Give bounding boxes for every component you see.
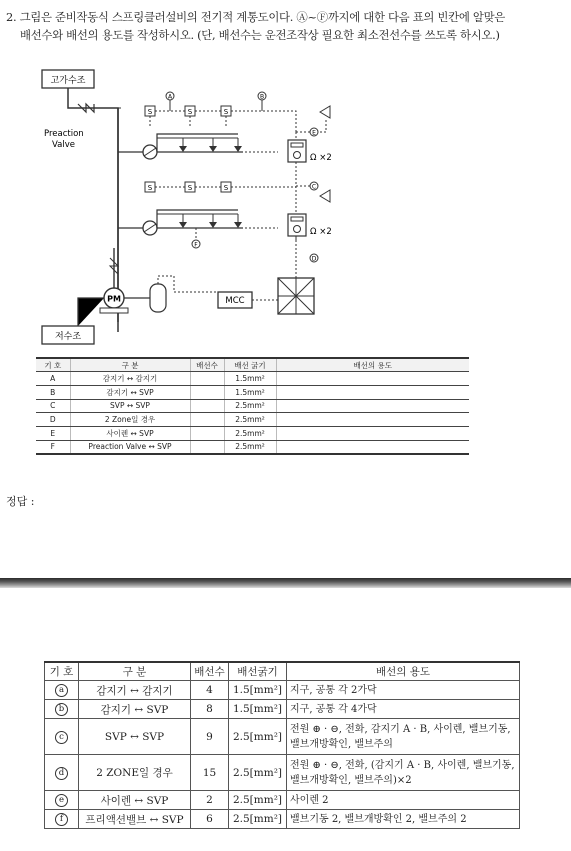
mark-D: D — [311, 255, 317, 263]
sensor-label: S — [187, 108, 193, 116]
mark-A: A — [167, 93, 173, 101]
col-header: 배선수 — [190, 358, 224, 372]
valve-label-2: Valve — [52, 140, 75, 150]
table-row: C SVP ↔ SVP 2.5mm² — [36, 399, 469, 413]
table-row: e 사이렌 ↔ SVP 2 2.5[mm²] 사이렌 2 — [45, 791, 520, 810]
table-row: c SVP ↔ SVP 9 2.5[mm²] 전원 ⊕ · ⊖, 전화, 감지기 A · B, 사이렌, 밸브기동, 밸브개방확인, 밸브주의 — [45, 719, 520, 755]
table-row: d 2 ZONE일 경우 15 2.5[mm²] 전원 ⊕ · ⊖, 전화, (감지기 A · B, 사이렌, 밸브기동, 밸브개방확인, 밸브주의)×2 — [45, 755, 520, 791]
valve-label-1: Preaction — [44, 129, 84, 139]
question-text — [6, 8, 562, 44]
table-row: E 사이렌 ↔ SVP 2.5mm² — [36, 426, 469, 440]
table-row: F Preaction Valve ↔ SVP 2.5mm² — [36, 440, 469, 454]
col-header: 배선 굵기 — [224, 358, 276, 372]
svp-times-2-b: Ω ×2 — [310, 227, 332, 237]
col-header: 기 호 — [36, 358, 70, 372]
table-row: f 프리액션밸브 ↔ SVP 6 2.5[mm²] 밸브기동 2, 밸브개방확인 2, 밸브주의 2 — [45, 810, 520, 829]
siren-1-icon — [320, 106, 330, 118]
col-header: 배선수 — [191, 662, 229, 681]
page-separator — [0, 578, 571, 588]
mark-B: B — [259, 93, 265, 101]
table-row: a 감지기 ↔ 감지기 4 1.5[mm²] 지구, 공통 각 2가닥 — [45, 681, 520, 700]
col-header: 배선의 용도 — [276, 358, 469, 372]
symbol-badge: e — [55, 794, 68, 807]
mark-F: F — [194, 241, 198, 249]
symbol-badge: c — [55, 731, 68, 744]
col-header: 구 분 — [70, 358, 190, 372]
symbol-badge: f — [55, 813, 68, 826]
question-line-1: 2. 그림은 준비작동식 스프링클러설비의 전기적 계통도이다. Ⓐ~Ⓕ까지에 대한 다음 표의 빈칸에 알맞은 — [6, 10, 505, 24]
pump-label: PM — [107, 294, 121, 304]
mcc-label: MCC — [225, 296, 245, 306]
table-row: A 감지기 ↔ 감지기 1.5mm² — [36, 372, 469, 386]
answer-label: 정답 : — [6, 495, 35, 508]
tank-top-label: 고가수조 — [50, 76, 86, 86]
svp-times-2-a: Ω ×2 — [310, 153, 332, 163]
sensor-label: S — [147, 184, 153, 192]
answer-table — [44, 661, 520, 829]
question-line-2: 배선수와 배선의 용도를 작성하시오. (단, 배선수는 운전조작상 필요한 최소전선수를 쓰도록 하시오.) — [20, 28, 500, 42]
system-diagram — [38, 62, 340, 354]
problem-table — [36, 357, 469, 455]
col-header: 구 분 — [79, 662, 191, 681]
sensor-label: S — [147, 108, 153, 116]
mark-C: C — [311, 183, 317, 191]
col-header: 배선굵기 — [229, 662, 287, 681]
sensor-label: S — [223, 184, 229, 192]
symbol-badge: a — [55, 684, 68, 697]
col-header: 배선의 용도 — [287, 662, 520, 681]
tank-bottom-label: 저수조 — [54, 332, 82, 342]
table-row: B 감지기 ↔ SVP 1.5mm² — [36, 385, 469, 399]
table-row: D 2 Zone일 경우 2.5mm² — [36, 413, 469, 427]
siren-2-icon — [320, 190, 330, 202]
symbol-badge: d — [55, 767, 68, 780]
symbol-badge: b — [55, 703, 68, 716]
pressure-tank-icon — [150, 284, 166, 312]
sensor-label: S — [223, 108, 229, 116]
sensor-label: S — [187, 184, 193, 192]
col-header: 기 호 — [45, 662, 79, 681]
table-row: b 감지기 ↔ SVP 8 1.5[mm²] 지구, 공통 각 4가닥 — [45, 700, 520, 719]
mark-E: E — [312, 129, 316, 137]
